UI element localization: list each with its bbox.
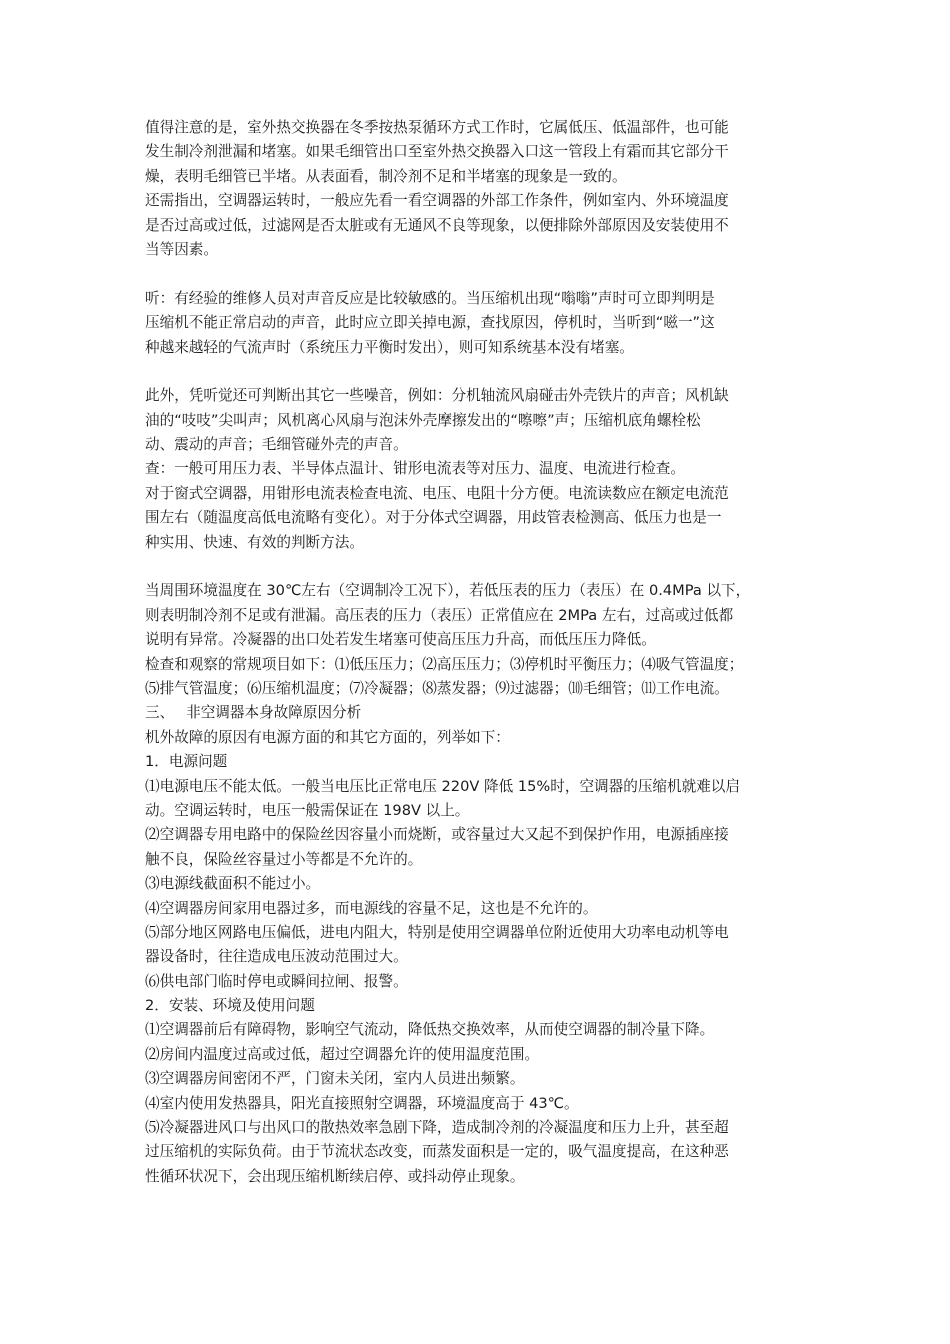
text-line: 此外，凭听觉还可判断出其它一些噪音，例如：分机轴流风扇碰击外壳铁片的声音；风机缺 bbox=[145, 387, 729, 405]
text-line: ⑸排气管温度；⑹压缩机温度；⑺冷凝器；⑻蒸发器；⑼过滤器；⑽毛细管；⑾工作电流。 bbox=[145, 679, 729, 697]
text-line: 机外故障的原因有电源方面的和其它方面的，列举如下： bbox=[145, 728, 510, 746]
text-line: 油的“吱吱”尖叫声；风机离心风扇与泡沫外壳摩擦发出的“嚓嚓”声；压缩机底角螺栓松 bbox=[145, 411, 701, 429]
text-line: 过压缩机的实际负荷。由于节流状态改变，而蒸发面积是一定的，吸气温度提高，在这种恶 bbox=[145, 1143, 729, 1161]
text-line: 种越来越轻的气流声时（系统压力平衡时发出），则可知系统基本没有堵塞。 bbox=[145, 338, 634, 356]
blank-line bbox=[145, 360, 810, 384]
text-line: ⑶电源线截面积不能过小。 bbox=[145, 875, 321, 893]
text-line: ⑸冷凝器进风口与出风口的散热效率急剧下降，造成制冷剂的冷凝温度和压力上升，甚至超 bbox=[145, 1119, 729, 1137]
text-line: 当等因素。 bbox=[145, 240, 218, 258]
text-line: ⑶空调器房间密闭不严，门窗未关闭，室内人员进出频繁。 bbox=[145, 1070, 525, 1088]
document-body bbox=[145, 116, 810, 1189]
text-line: 器设备时，往往造成电压波动范围过大。 bbox=[145, 948, 408, 966]
text-line: 听：有经验的维修人员对声音反应是比较敏感的。当压缩机出现“嗡嗡”声时可立即判明是 bbox=[145, 289, 715, 307]
text-line: 围左右（随温度高低电流略有变化）。对于分体式空调器，用歧管表检测高、低压力也是一 bbox=[145, 509, 722, 527]
text-line: 对于窗式空调器，用钳形电流表检查电流、电压、电阻十分方便。电流读数应在额定电流范 bbox=[145, 484, 729, 502]
blank-line bbox=[145, 262, 810, 286]
text-line: ⑵空调器专用电路中的保险丝因容量小而烧断，或容量过大又起不到保护作用，电源插座接 bbox=[145, 826, 729, 844]
text-line: ⑹供电部门临时停电或瞬间拉闸、报警。 bbox=[145, 972, 408, 990]
text-line: ⑸部分地区网路电压偏低，进电内阻大，特别是使用空调器单位附近使用大功率电动机等电 bbox=[145, 923, 729, 941]
text-line: 当周围环境温度在 30℃左右（空调制冷工况下），若低压表的压力（表压）在 0.4MPa 以下， bbox=[145, 582, 751, 600]
text-line: 则表明制冷剂不足或有泄漏。高压表的压力（表压）正常值应在 2MPa 左右，过高或过低都 bbox=[145, 606, 734, 624]
text-line: ⑷空调器房间家用电器过多，而电源线的容量不足，这也是不允许的。 bbox=[145, 899, 598, 917]
text-line: 发生制冷剂泄漏和堵塞。如果毛细管出口至室外热交换器入口这一管段上有霜而其它部分干 bbox=[145, 143, 729, 161]
blank-line bbox=[145, 555, 810, 579]
text-line: 是否过高或过低，过滤网是否太脏或有无通风不良等现象，以便排除外部原因及安装使用不 bbox=[145, 216, 729, 234]
text-line: ⑵房间内温度过高或过低，超过空调器允许的使用温度范围。 bbox=[145, 1045, 540, 1063]
text-line: 说明有异常。冷凝器的出口处若发生堵塞可使高压压力升高，而低压压力降低。 bbox=[145, 631, 656, 649]
text-line: 种实用、快速、有效的判断方法。 bbox=[145, 533, 364, 551]
text-line: 性循环状况下，会出现压缩机断续启停、或抖动停止现象。 bbox=[145, 1167, 525, 1185]
text-line: 2．安装、环境及使用问题 bbox=[145, 997, 315, 1015]
text-line: 压缩机不能正常启动的声音，此时应立即关掉电源，查找原因，停机时，当听到“嗞一”这 bbox=[145, 314, 715, 332]
text-line: 三、 非空调器本身故障原因分析 bbox=[145, 704, 362, 722]
text-line: 动。空调运转时，电压一般需保证在 198V 以上。 bbox=[145, 801, 470, 819]
text-line: 还需指出，空调器运转时，一般应先看一看空调器的外部工作条件，例如室内、外环境温度 bbox=[145, 192, 729, 210]
text-line: 触不良，保险丝容量过小等都是不允许的。 bbox=[145, 850, 423, 868]
text-line: 1．电源问题 bbox=[145, 753, 228, 771]
text-line: ⑴电源电压不能太低。一般当电压比正常电压 220V 降低 15%时，空调器的压缩机就难以启 bbox=[145, 777, 740, 795]
text-line: 查：一般可用压力表、半导体点温计、钳形电流表等对压力、温度、电流进行检查。 bbox=[145, 460, 685, 478]
text-line: ⑴空调器前后有障碍物，影响空气流动，降低热交换效率，从而使空调器的制冷量下降。 bbox=[145, 1021, 715, 1039]
text-line: 动、震动的声音；毛细管碰外壳的声音。 bbox=[145, 436, 408, 454]
text-line: 检查和观察的常规项目如下：⑴低压压力；⑵高压压力；⑶停机时平衡压力；⑷吸气管温度； bbox=[145, 655, 744, 673]
text-line: 值得注意的是，室外热交换器在冬季按热泵循环方式工作时，它属低压、低温部件，也可能 bbox=[145, 119, 729, 136]
text-line: ⑷室内使用发热器具，阳光直接照射空调器，环境温度高于 43℃。 bbox=[145, 1094, 579, 1112]
text-line: 燥，表明毛细管已半堵。从表面看，制冷剂不足和半堵塞的现象是一致的。 bbox=[145, 167, 627, 185]
